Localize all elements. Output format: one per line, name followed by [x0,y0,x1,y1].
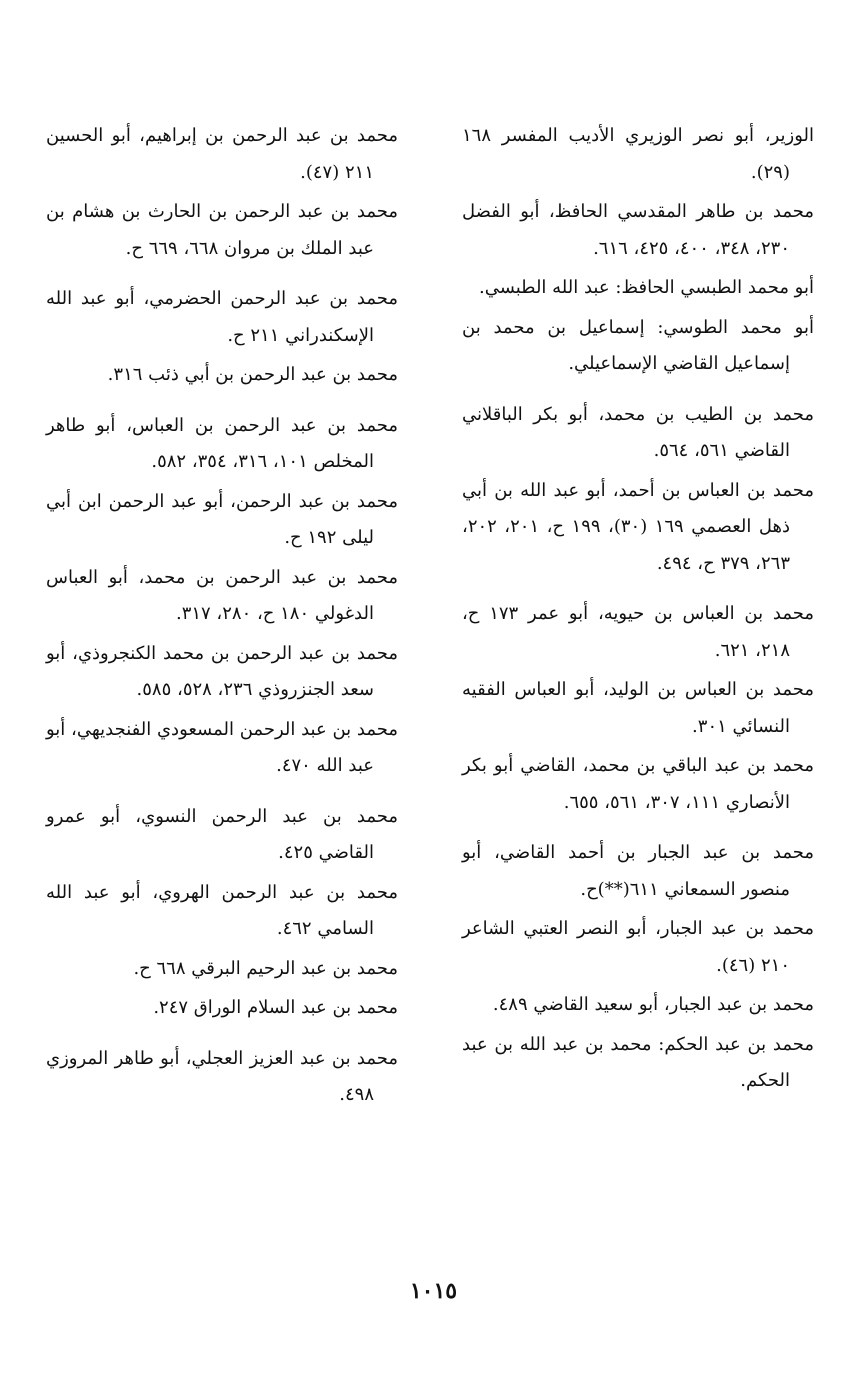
index-entry: محمد بن عبد الرحمن، أبو عبد الرحمن ابن أبي ليلى ١٩٢ ح. [46,490,398,548]
index-entry: محمد بن عبد العزيز العجلي، أبو طاهر المروزي ٤٩٨. [46,1047,398,1105]
index-entry: محمد بن عبد الحكم: محمد بن عبد الله بن عبد الحكم. [462,1033,814,1091]
index-entry: محمد بن العباس بن أحمد، أبو عبد الله بن أبي ذهل العصمي ١٦٩ (٣٠)، ١٩٩ ح، ٢٠١، ٢٠٢، ٢٦٣، ٣٧٩ ح، ٤٩٤. [462,479,814,574]
index-entry: محمد بن عبد الرحمن الهروي، أبو عبد الله السامي ٤٦٢. [46,881,398,939]
index-entry: محمد بن عبد الجبار، أبو سعيد القاضي ٤٨٩. [492,994,814,1015]
index-entry: محمد بن عبد الرحمن بن محمد الكنجروذي، أبو سعد الجنزروذي ٢٣٦، ٥٢٨، ٥٨٥. [46,642,398,700]
index-entry: الوزير، أبو نصر الوزيري الأديب المفسر ١٦٨ (٢٩). [462,125,814,183]
index-entry: محمد بن عبد الجبار بن أحمد القاضي، أبو منصور السمعاني ٦١١(**)ح. [462,842,814,900]
index-entry: محمد بن عبد الرحمن بن محمد، أبو العباس الدغولي ١٨٠ ح، ٢٨٠، ٣١٧. [46,566,398,624]
index-entry: محمد بن عبد الرحمن بن العباس، أبو طاهر المخلص ١٠١، ٣١٦، ٣٥٤، ٥٨٢. [46,414,398,472]
index-entry: محمد بن عبد الرحيم البرقي ٦٦٨ ح. [133,957,398,979]
index-entry: محمد بن عبد الرحمن النسوي، أبو عمرو القاضي ٤٢٥. [46,805,398,863]
index-entry: محمد بن عبد الجبار، أبو النصر العتبي الشاعر ٢١٠ (٤٦). [462,918,814,976]
page-number: ١٠١٥ [409,1278,458,1304]
index-entry: محمد بن عبد الرحمن بن الحارث بن هشام بن عبد الملك بن مروان ٦٦٨، ٦٦٩ ح. [46,201,398,259]
index-entry: محمد بن عبد الباقي بن محمد، القاضي أبو بكر الأنصاري ١١١، ٣٠٧، ٥٦١، ٦٥٥. [462,755,814,813]
index-entry: أبو محمد الطبسي الحافظ: عبد الله الطبسي. [478,277,814,298]
index-entry: محمد بن العباس بن الوليد، أبو العباس الفقيه النسائي ٣٠١. [462,679,814,737]
index-entry: محمد بن عبد الرحمن المسعودي الفنجديهي، أبو عبد الله ٤٧٠. [46,718,398,776]
index-entry: محمد بن طاهر المقدسي الحافظ، أبو الفضل ٢٣٠، ٣٤٨، ٤٠٠، ٤٢٥، ٦١٦. [462,201,814,259]
index-entry: محمد بن عبد الرحمن بن إبراهيم، أبو الحسين ٢١١ (٤٧). [46,125,398,183]
right-column [462,118,814,1103]
index-entry: محمد بن عبد الرحمن الحضرمي، أبو عبد الله الإسكندراني ٢١١ ح. [46,288,398,346]
left-column [46,118,398,1117]
index-entry: محمد بن عبد السلام الوراق ٢٤٧. [153,997,398,1018]
index-entry: محمد بن عبد الرحمن بن أبي ذئب ٣١٦. [107,364,398,385]
index-entry: محمد بن الطيب بن محمد، أبو بكر الباقلاني القاضي ٥٦١، ٥٦٤. [462,403,814,461]
index-entry: محمد بن العباس بن حيويه، أبو عمر ١٧٣ ح، ٢١٨، ٦٢١. [462,603,814,661]
index-entry: أبو محمد الطوسي: إسماعيل بن محمد بن إسماعيل القاضي الإسماعيلي. [462,316,814,374]
